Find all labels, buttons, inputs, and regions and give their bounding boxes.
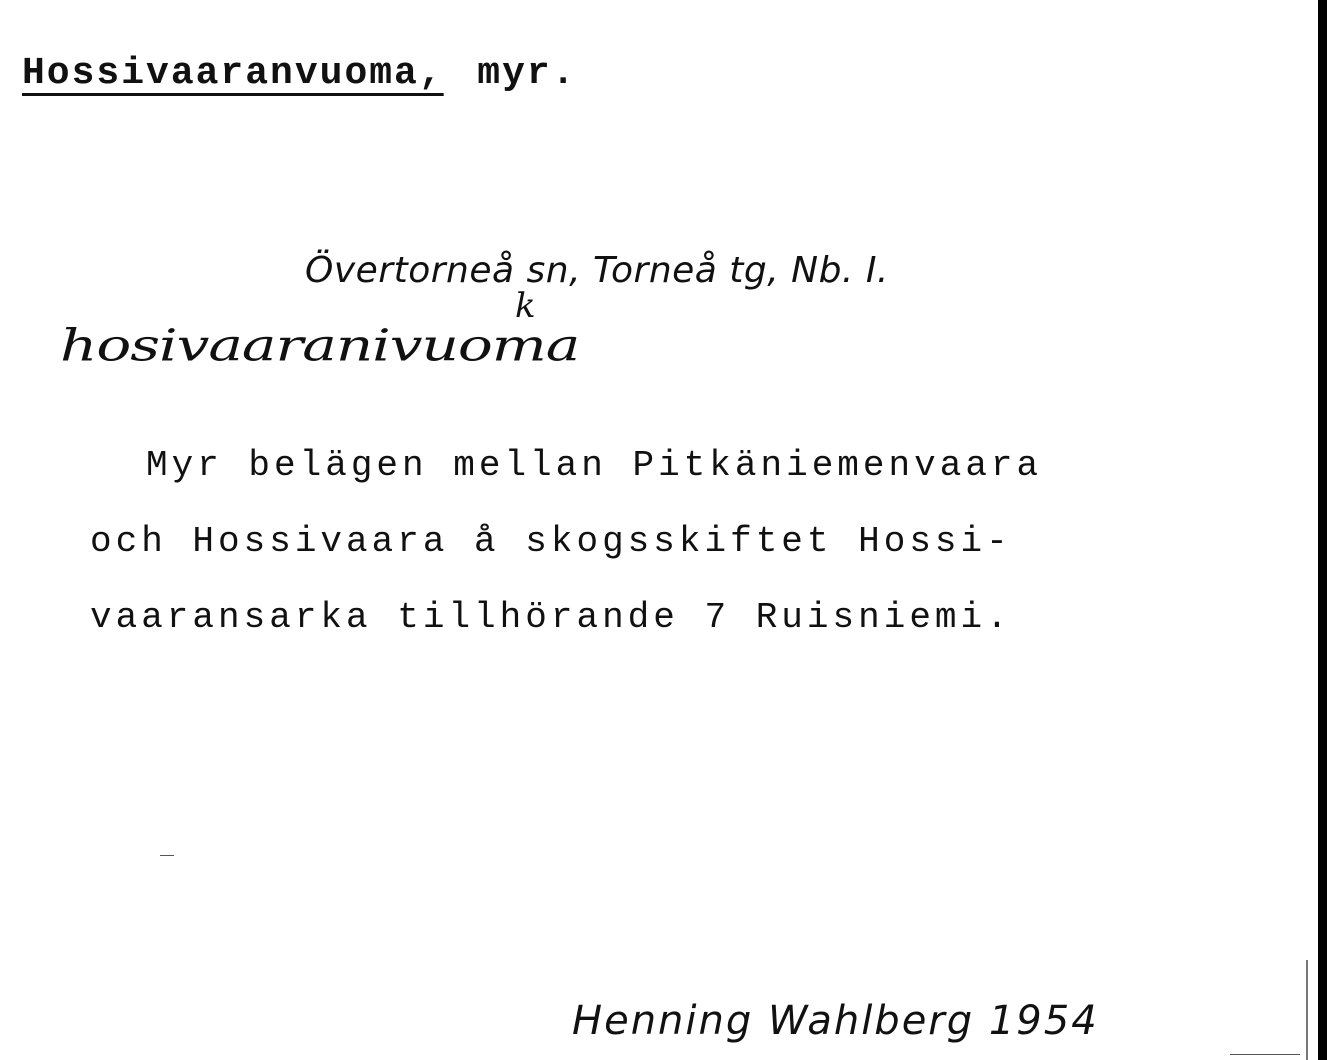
headword-type: myr. — [477, 52, 577, 95]
card-edge-shadow — [1306, 960, 1308, 1060]
description — [90, 428, 1230, 656]
scan-speck — [160, 855, 174, 856]
description-line-3: vaaransarka tillhörande 7 Ruisniemi. — [90, 597, 1012, 638]
location-line: Övertorneå sn, Torneå tg, Nb. I. — [305, 250, 889, 291]
scan-speck — [1230, 1054, 1300, 1055]
handwritten-name: hosivaaranivuoma — [60, 320, 580, 371]
description-line-1: Myr belägen mellan Pitkäniemenvaara — [146, 445, 1043, 486]
signature: Henning Wahlberg 1954 — [572, 998, 1099, 1044]
headword-line — [22, 52, 577, 95]
handwritten-correction: k — [515, 286, 536, 326]
description-line-2: och Hossivaara å skogsskiftet Hossi- — [90, 521, 1012, 562]
card-edge — [1318, 0, 1327, 1060]
headword: Hossivaaranvuoma, — [22, 52, 444, 95]
